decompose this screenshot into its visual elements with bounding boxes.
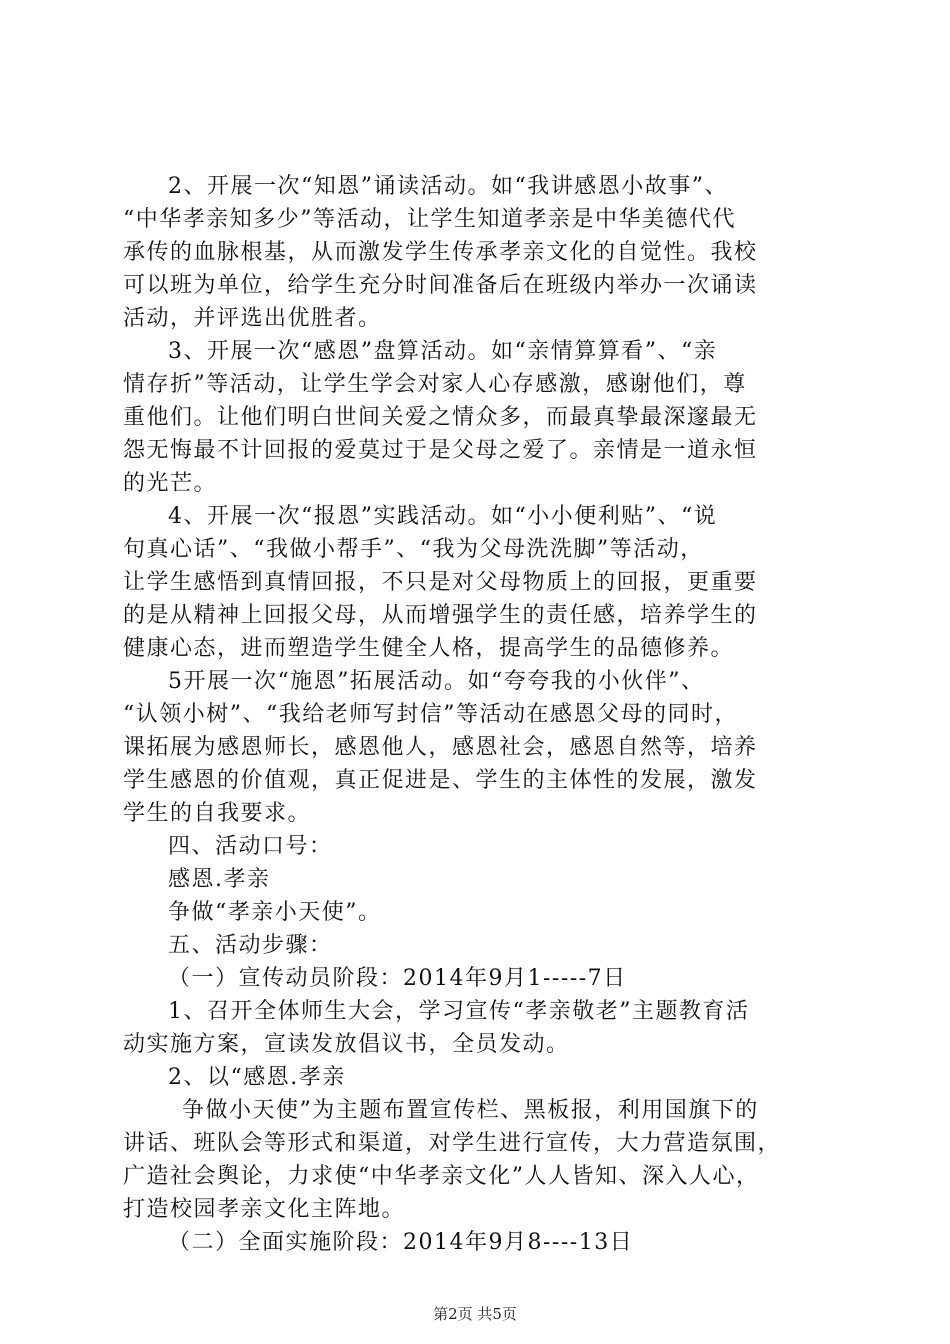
section-heading: 五、活动步骤： (168, 933, 333, 958)
text-line: 可以班为单位，给学生充分时间准备后在班级内举办一次诵读 (123, 273, 758, 298)
phase-heading: （二）全面实施阶段：2014年9月8----13日 (168, 1230, 634, 1255)
slogan-line: 感恩.孝亲 (168, 867, 271, 892)
text-line: 怨无悔最不计回报的爱莫过于是父母之爱了。亲情是一道永恒 (123, 438, 758, 463)
text-line: 5开展一次“施恩”拓展活动。如“夸夸我的小伙伴”、 (168, 669, 705, 694)
text-line: 打造校园孝亲文化主阵地。 (123, 1197, 406, 1222)
text-line: 讲话、班队会等形式和渠道，对学生进行宣传，大力营造氛围， (123, 1131, 782, 1156)
text-line: 学生的自我要求。 (123, 801, 312, 826)
text-line: 3、开展一次“感恩”盘算活动。如“亲情算算看”、“亲 (168, 339, 718, 364)
text-line: 的是从精神上回报父母，从而增强学生的责任感，培养学生的 (123, 603, 758, 628)
text-line: 情存折”等活动，让学生学会对家人心存感激，感谢他们，尊 (123, 372, 747, 397)
page-number-footer: 第2页 共5页 (433, 1305, 517, 1323)
text-line: “中华孝亲知多少”等活动，让学生知道孝亲是中华美德代代 (123, 207, 736, 232)
text-line: 2、开展一次“知恩”诵读活动。如“我讲感恩小故事”、 (168, 174, 728, 199)
text-line: 让学生感悟到真情回报，不只是对父母物质上的回报，更重要 (123, 570, 758, 595)
phase-heading: （一）宣传动员阶段：2014年9月1-----7日 (168, 966, 627, 991)
text-line: 活动，并评选出优胜者。 (123, 306, 382, 331)
text-line: 学生感恩的价值观，真正促进是、学生的主体性的发展，激发 (123, 768, 758, 793)
text-line: 句真心话”、“我做小帮手”、“我为父母洗洗脚”等活动， (123, 537, 704, 562)
slogan-line: 争做“孝亲小天使”。 (168, 900, 382, 925)
section-heading: 四、活动口号： (168, 834, 333, 859)
text-line: 争做小天使”为主题布置宣传栏、黑板报，利用国旗下的 (182, 1098, 759, 1123)
text-line: 课拓展为感恩师长，感恩他人，感恩社会，感恩自然等，培养 (123, 735, 758, 760)
text-line: 1、召开全体师生大会，学习宣传“孝亲敬老”主题教育活 (168, 999, 750, 1024)
text-line: 健康心态，进而塑造学生健全人格，提高学生的品德修养。 (123, 636, 735, 661)
text-line: 4、开展一次“报恩”实践活动。如“小小便利贴”、“说 (168, 504, 718, 529)
text-line: 动实施方案，宣读发放倡议书，全员发动。 (123, 1032, 570, 1057)
text-line: 2、以“感恩.孝亲 (168, 1065, 346, 1090)
text-line: 的光芒。 (123, 471, 218, 496)
text-line: 承传的血脉根基，从而激发学生传承孝亲文化的自觉性。我校 (123, 240, 758, 265)
text-line: “认领小树”、“我给老师写封信”等活动在感恩父母的同时， (123, 702, 738, 727)
text-line: 广造社会舆论，力求使“中华孝亲文化”人人皆知、深入人心， (123, 1164, 760, 1189)
text-line: 重他们。让他们明白世间关爱之情众多，而最真挚最深邃最无 (123, 405, 758, 430)
